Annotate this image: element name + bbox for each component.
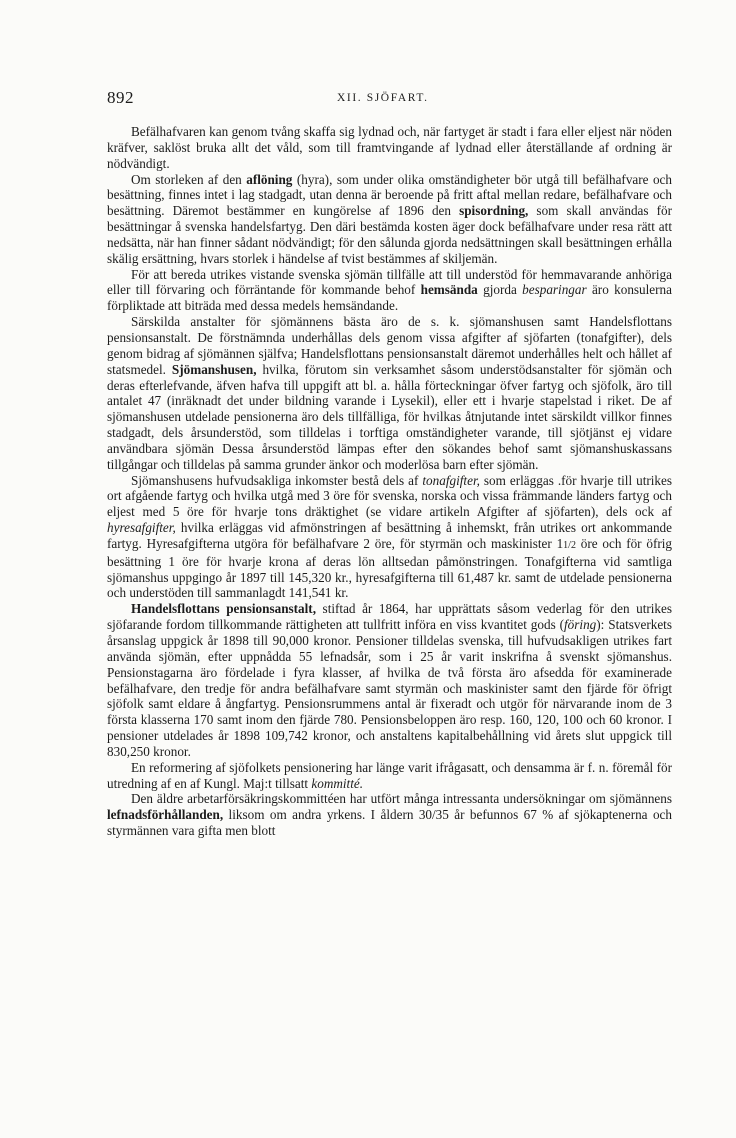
text-run: (hyra), som under olika omständigheter bör utgå till befälhafvare och besättning, finnes intet i lag stadgadt, utan denna är beroende på fritt aftal mellan redare, befälhafvare och besättning. Däremot bestämmer en kungörelse af 1896 den <box>107 171 673 219</box>
paragraph <box>107 172 672 267</box>
text-run: äro konsulerna förpliktade att biträda med dessa medels hemsändande. <box>107 282 672 314</box>
bold-term: Sjömanshusen, <box>171 361 257 377</box>
bold-term: aflöning <box>246 171 293 187</box>
text-run: liksom om andra yrkens. I åldern 30/35 år befunnos 67 % af sjökaptenerna och styrmännen vara gifta men blott <box>107 807 672 839</box>
text-run: Om storleken af den <box>131 171 247 187</box>
text-run: hvilka erläggas vid afmönstringen af besättning å inhemskt, från utrikes ort ankommande fartyg. Hyresafgifterna utgöra för befälhafvare 2 öre, för styrmän och maskinister 1 <box>107 520 672 551</box>
running-head: XII. SJÖFART. <box>337 92 429 104</box>
paragraph <box>107 473 672 602</box>
text-run: En reformering af sjöfolkets pensionering har länge varit ifrågasatt, och densamma är f. n. föremål för utredning af en af Kungl. Maj:t tillsatt <box>107 759 672 791</box>
text-run: Sjömanshusens hufvudsakliga inkomster bestå dels af <box>131 472 423 488</box>
text-run: ): Statsverkets årsanslag uppgick år 1898 till 90,000 kronor. Pensioner tilldelas svenska, till hufvudsakligen utrikes fart använda sjömän, efter uppnådda 55 lefnadsår, som i 25 år varit inskrifna å svenskt sjömanshus. Pensionstagarna äro fördelade i fyra klasser, af hvilka de två första äro afsedda för examinerade befälhafvare, den tredje för andra befälhafvare samt styrmän och maskinister samt den fjärde för öfrigt sjöfolk samt eldare å ångfartyg. Pensionsrummens antal är fixeradt och utgör för närvarande inom de 3 första klasserna 170 samt inom den fjärde 780. Pensionsbeloppen äro resp. 160, 120, 100 och 60 kronor. I pensioner utdelades år 1898 109,742 kronor, och anstaltens kapitalbehållning vid årets slut uppgick till 830,250 kronor. <box>107 617 672 759</box>
text-run: För att bereda utrikes vistande svenska sjömän tillfälle att till understöd för hemmavarande anhöriga eller till förvaring och förräntande för kommande behof <box>107 266 672 298</box>
bold-term: Handelsflottans pensionsanstalt, <box>131 601 316 617</box>
paragraph <box>107 267 672 315</box>
text-run: som skall användas för besättningar å svenska handelsfartyg. Den däri bestämda kosten äger dock befälhafvare under resa rätt att nedsätta, när han finner sådant nödvändigt; för den sålunda gjorda nedsättningen skall besättningen erhålla skälig ersättning, hvars storlek i händelse af tvist bestämmes af skiljemän. <box>107 203 672 266</box>
page-header <box>107 82 672 112</box>
italic-term: föring <box>564 617 597 633</box>
paragraph: Befälhafvaren kan genom tvång skaffa sig lydnad och, när fartyget är stadt i fara eller eljest när nöden kräfver, saklöst bruka allt det våld, som till framtvingande af lydnad eller återställande af ordning är nödvändigt. <box>107 124 672 171</box>
text-run: Särskilda anstalter för sjömännens bästa äro de s. k. sjömanshusen samt Handelsflottans pensionsanstalt. De förstnämnda underhållas dels genom vissa afgifter af sjöfarten (tonafgifter), dels genom bidrag af sjömännen själfva; Handelsflottans pensionsanstalt däremot underhålles helt och hållet af statsmedel. <box>107 314 672 377</box>
paragraph <box>107 314 672 472</box>
paragraph <box>107 760 672 792</box>
text-run: gjorda <box>477 282 523 298</box>
page-number: 892 <box>107 88 134 107</box>
text-run: öre och för öfrig besättning 1 öre för hvarje krona af deras lön alltsedan påmönstringen. Tonafgifterna vid samtliga sjömanshus uppgingo år 1897 till 145,320 kr., hyresafgifterna till 61,487 kr. samt de utdelade pensionerna och understöden till sammanlagdt 141,541 kr. <box>107 535 672 601</box>
paragraph <box>107 601 672 759</box>
italic-term: kommitté. <box>311 775 364 791</box>
text-run: som erläggas .för hvarje till utrikes ort afgående fartyg och hvilka utgå med 3 öre för svenska, norska och vissa främmande länders fartyg och eljest med 5 öre för hvarje tons dräktighet (se vidare artikeln Afgifter af sjöfarten), dels ock af <box>107 472 673 520</box>
italic-term: hyresafgifter, <box>107 520 176 536</box>
paragraph <box>107 791 672 839</box>
text-run: Den äldre arbetarförsäkringskommittéen har utfört många intressanta undersökningar om sjömännens <box>131 791 672 807</box>
bold-term: lefnadsförhållanden, <box>107 807 224 823</box>
document-page <box>107 82 672 839</box>
text-run: hvilka, förutom sin verksamhet såsom understödsanstalter för sjömän och deras efterlefvande, äfven hafva till uppgift att bl. a. hålla förteckningar öfver fartyg och sjöfolk, äro till antalet 47 (inräknadt det under bildning varande i Lysekil), eller ett i hvarje stapelstad i riket. De af sjömanshusen utdelade pensionerna äro dels tillfälliga, för hvilkas åtnjutande intet särskildt villkor finnes stadgadt, dels årsunderstöd, som tilldelas i torftiga omständigheter varande, till sjötjänst ej vidare användbara sjömän Dessa årsunderstöd lämpas efter den sökandes behof samt sjömanshuskassans tillgångar och tilldelas på samma grunder änkor och moderlösa barn efter sjömän. <box>107 361 672 472</box>
italic-term: tonafgifter, <box>422 472 480 488</box>
italic-term: besparingar <box>522 282 587 298</box>
bold-term: spisordning, <box>459 203 529 219</box>
fraction: 1/2 <box>563 539 576 551</box>
text-run: stiftad år 1864, har upprättats såsom vederlag för den utrikes sjöfarande fordom tillkommande rättigheten att tullfritt införa en viss kvantitet gods ( <box>107 601 672 633</box>
body-text <box>107 124 672 839</box>
bold-term: hemsända <box>420 282 478 298</box>
